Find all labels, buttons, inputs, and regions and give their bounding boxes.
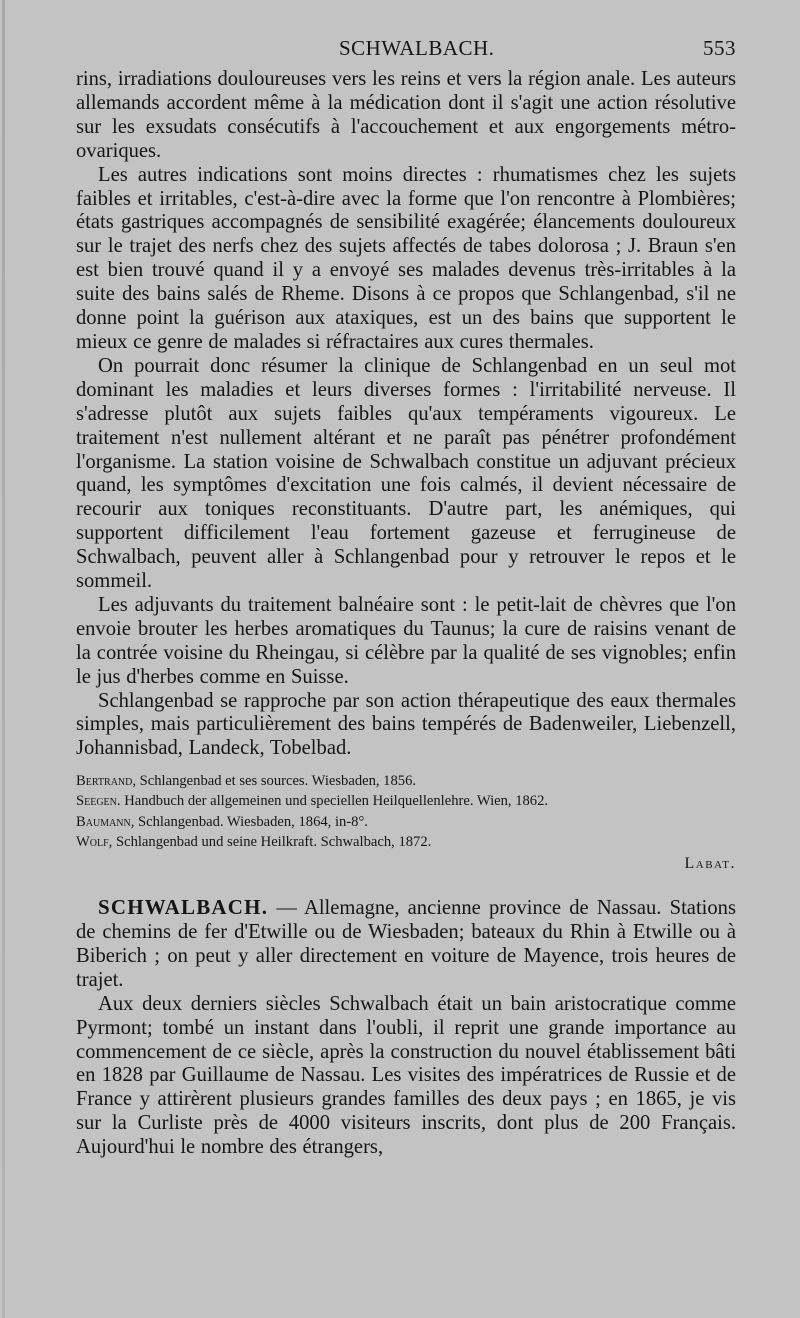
paragraph-rapprochement: Schlangenbad se rapproche par son action thérapeutique des eaux thermales simples, mais particulièrement des bains tempérés de Badenweiler, Liebenzell, Johannisbad, Landeck, Tobelbad.: [76, 689, 736, 760]
entry-second-paragraph: Aux deux derniers siècles Schwalbach était un bain aristocratique comme Pyrmont; tombé un instant dans l'oubli, il reprit une grande importance au commencement de ce siècle, après la construction du nouvel établissement bâti en 1828 par Guillaume de Nassau. Les visites des impératrices de Russie et de France y attirèrent plusieurs grandes familles des deux pays ; en 1865, je vis sur la Curliste près de 4000 visiteurs inscrits, dont plus de 200 Français. Aujourd'hui le nombre des étrangers,: [76, 992, 736, 1159]
reference-author: Wolf,: [76, 833, 113, 850]
paragraph-adjuvants: Les adjuvants du traitement balnéaire sont : le petit-lait de chèvres que l'on envoie brouter les herbes aromatiques du Taunus; la cure de raisins venant de la contrée voisine du Rheingau, si célèbre par la qualité de ses vignobles; enfin le jus d'herbes comme en Suisse.: [76, 593, 736, 688]
page-number: 553: [703, 36, 736, 60]
reference-author: Seegen.: [76, 793, 121, 810]
paragraph-continuation: rins, irradiations douloureuses vers les reins et vers la région anale. Les auteurs allemands accordent même à la médication dont il s'agit une action résolutive sur les exsudats consécutifs à l'accouchement et aux engorgements métro-ovariques.: [76, 68, 736, 162]
running-title: SCHWALBACH.: [339, 36, 495, 60]
bibliography: [76, 771, 736, 852]
reference-item: [76, 791, 736, 811]
reference-item: [76, 832, 736, 852]
reference-text: Handbuch der allgemeinen und speciellen Heilquellenlehre. Wien, 1862.: [120, 793, 549, 810]
reference-text: Schlangenbad et ses sources. Wiesbaden, 1856.: [136, 773, 417, 790]
reference-item: [76, 812, 736, 832]
entry-first-paragraph: [76, 896, 736, 993]
paragraph-clinique: On pourrait donc résumer la clinique de Schlangenbad en un seul mot dominant les maladies et leurs diverses formes : l'irritabilité nerveuse. Il s'adresse plutôt aux sujets faibles qu'aux tempéraments vigoureux. Le traitement n'est nullement altérant et ne paraît pas pénétrer profondément l'organisme. La station voisine de Schwalbach constitue un adjuvant précieux quand, les symptômes d'excitation une fois calmés, il devient nécessaire de recourir aux toniques reconstituants. D'autre part, les anémiques, qui supportent difficilement l'eau fortement gazeuse et ferrugineuse de Schwalbach, peuvent aller à Schlangenbad pour y retrouver le repos et le sommeil.: [76, 354, 736, 593]
page-edge-shadow: [2, 0, 5, 1318]
reference-author: Baumann,: [76, 813, 135, 830]
reference-text: Schlangenbad. Wiesbaden, 1864, in-8°.: [134, 813, 368, 830]
reference-author: Bertrand,: [76, 773, 137, 790]
author-signature: Labat.: [684, 855, 736, 873]
entry-first-text: — Allemagne, ancienne province de Nassau. Stations de chemins de fer d'Etwille ou de Wiesbaden; bateaux du Rhin à Etwille ou à Biberich ; on peut y aller directement en voiture de Mayence, trois heures de trajet.: [76, 897, 736, 991]
entry-headword: SCHWALBACH.: [98, 895, 269, 920]
page-header: [76, 36, 736, 68]
reference-text: Schlangenbad und seine Heilkraft. Schwalbach, 1872.: [112, 833, 432, 850]
reference-item: [76, 771, 736, 791]
paragraph-indications: Les autres indications sont moins directes : rhumatismes chez les sujets faibles et irritables, c'est-à-dire avec la forme que l'on rencontre à Plombières; états gastriques accompagnés de sensibilité exagérée; élancements douloureux sur le trajet des nerfs chez des sujets affectés de tabes dolorosa ; J. Braun s'en est bien trouvé quand il y a envoyé ses malades devenus très-irritables à la suite des bains salés de Rheme. Disons à ce propos que Schlangenbad, s'il ne donne point la guérison aux ataxiques, est un des bains que supportent le mieux ce genre de malades si réfractaires aux cures thermales.: [76, 163, 736, 353]
